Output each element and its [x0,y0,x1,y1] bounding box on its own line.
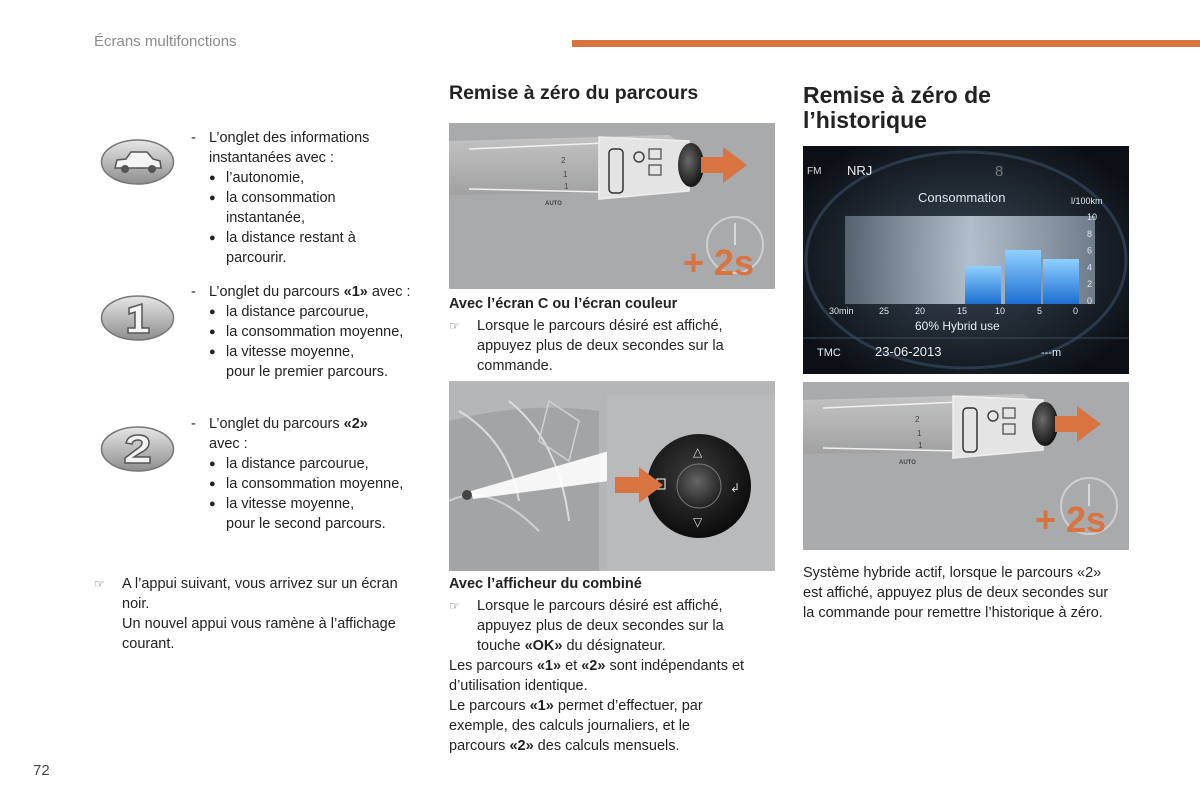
list-item: ● la consommation moyenne, [209,324,404,340]
section-title-trip-reset: Remise à zéro du parcours [449,82,699,104]
list-item: ● la consommation moyenne, [209,476,404,492]
trips-independent-paragraph: Les parcours «1» et «2» sont indépendants et d’utilisation identique. Le parcours «1» permet d’effectuer, par exemple, des calculs journaliers, et le parcours «2» des calculs mensuels. [449,658,745,754]
note-paragraph: ☞ A l’appui suivant, vous arrivez sur un écran noir. Un nouvel appui vous ramène à l’affichage courant. [94,576,398,652]
pointing-hand-icon: ☞ [94,577,105,591]
cluster-display-instruction: ☞ Lorsque le parcours désiré est affiché, appuyez plus de deux secondes sur la touche «OK» du désignateur. [449,598,724,654]
svg-text:AUTO: AUTO [899,460,916,466]
car-icon [100,138,175,186]
press-duration-label: + 2s [683,242,755,283]
instrument-panel-photo [449,381,775,571]
svg-text:2: 2 [915,415,920,424]
svg-text:2: 2 [561,156,566,165]
y-tick-label: 4 [1087,262,1093,273]
tab-instant-info: - L’onglet des informations instantanées avec : ● l’autonomie, ● la consommation instantanée, ● la distance restant à parcourir. [191,128,431,268]
list-item: ● la distance restant à [209,230,356,246]
chart-bar [1005,250,1041,304]
x-tick-label: 5 [1037,306,1043,316]
station-label: NRJ [847,163,873,178]
chart-title: Consommation [918,190,1006,205]
list-item: ● la vitesse moyenne, [209,496,355,512]
svg-text:▽: ▽ [693,515,703,529]
list-item: ● la distance parcourue, [209,456,369,472]
tab-trip-2: - L’onglet du parcours «2» avec : ● la distance parcourue, ● la consommation moyenne, ● la vitesse moyenne, pour le second parcours. [191,414,431,534]
list-item: ● la distance parcourue, [209,304,369,320]
list-item: ● l’autonomie, [209,170,305,186]
svg-text:△: △ [693,445,703,459]
header-accent-bar [572,40,1200,47]
x-tick-label: 20 [915,306,926,316]
svg-text:1: 1 [917,429,922,438]
x-tick-label: 0 [1073,306,1079,316]
control-stalk-photo [803,382,1129,550]
y-tick-label: 6 [1087,245,1093,256]
chart-bar [1043,259,1079,304]
hybrid-usage-label: 60% Hybrid use [915,319,1000,333]
press-duration-label: + 2s [1035,499,1107,540]
screen-c-instruction: ☞ Lorsque le parcours désiré est affiché, appuyez plus de deux secondes sur la commande. [449,318,724,374]
pointing-hand-icon: ☞ [449,599,460,613]
svg-text:1: 1 [918,441,923,450]
cluster-display-heading: Avec l’afficheur du combiné [449,576,642,592]
chart-bar [965,266,1001,304]
distance-label: ---m [1041,347,1062,359]
control-stalk-photo [449,123,775,289]
page-number: 72 [33,762,50,779]
x-tick-label: 25 [879,306,890,316]
y-tick-label: 10 [1087,212,1098,222]
x-tick-label: 30min [829,306,854,316]
number-one-icon [100,294,175,342]
x-tick-label: 15 [957,306,968,316]
radio-band-label: FM [807,166,822,177]
section-label: Écrans multifonctions [94,33,237,50]
svg-text:↲: ↲ [730,481,741,495]
y-tick-label: 0 [1087,296,1093,306]
section-title-history-reset: Remise à zéro de l’historique [803,82,991,133]
tmc-label: TMC [817,347,841,359]
chart-unit: l/100km [1071,196,1103,206]
list-item: ● la consommation [209,190,336,206]
color-display-screen [803,146,1129,374]
channel-label: 8 [995,163,1004,180]
svg-text:1: 1 [564,182,569,191]
number-two-icon [100,425,175,473]
history-reset-caption: Système hybride actif, lorsque le parcours «2» est affiché, appuyez plus de deux secondes sur la commande pour remettre l’historique à zéro. [803,565,1109,621]
date-label: 23-06-2013 [875,344,942,359]
list-item: ● la vitesse moyenne, [209,344,355,360]
x-tick-label: 10 [995,306,1006,316]
y-tick-label: 8 [1087,228,1093,239]
tab-trip-1: - L’onglet du parcours «1» avec : ● la distance parcourue, ● la consommation moyenne, ● la vitesse moyenne, pour le premier parcours. [191,282,431,382]
pointing-hand-icon: ☞ [449,319,460,333]
svg-text:1: 1 [563,170,568,179]
y-tick-label: 2 [1087,279,1093,290]
svg-text:AUTO: AUTO [545,201,562,207]
screen-c-heading: Avec l’écran C ou l’écran couleur [449,296,678,312]
